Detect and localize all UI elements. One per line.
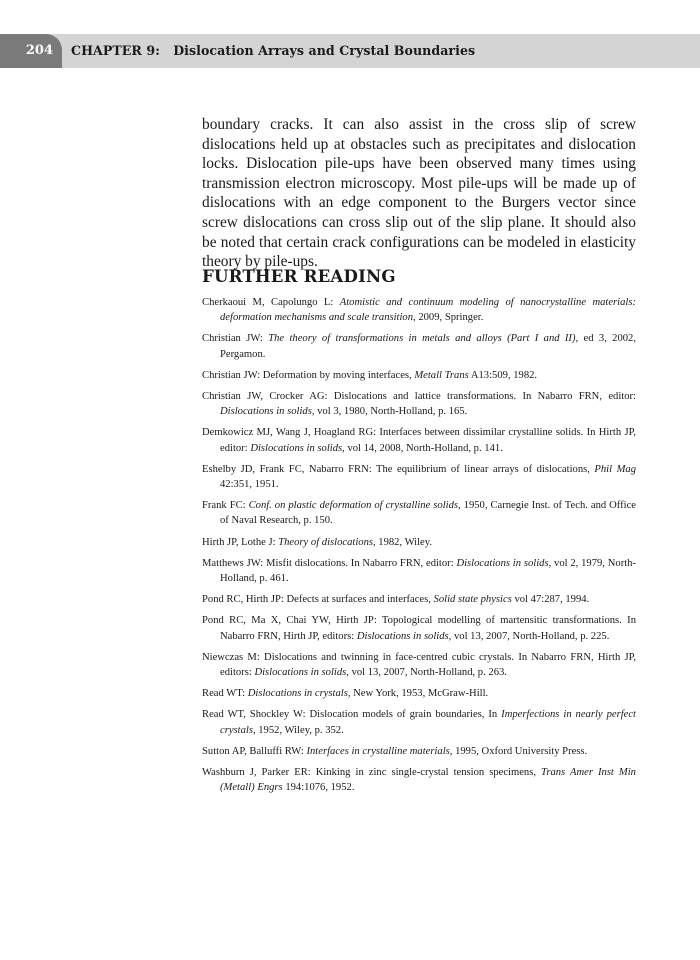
reference-details: 42:351, 1951. [220, 479, 279, 491]
chapter-title: CHAPTER 9: Dislocation Arrays and Crystal Boundaries [71, 43, 476, 58]
reference-item [202, 556, 636, 586]
reference-title: Dislocations in crystals, [247, 688, 351, 700]
reference-title: The theory of transformations in metals and alloys (Part I and II), [268, 333, 579, 345]
reference-item [202, 368, 636, 383]
reference-title: Trans Amer Inst Min (Metall) Engrs [220, 767, 636, 794]
reference-title: Dislocations in solids, [250, 442, 345, 454]
reference-title: Solid state physics [433, 594, 512, 606]
reference-authors: Sutton AP, Balluffi RW: [202, 745, 307, 757]
reference-authors: Pond RC, Hirth JP: Defects at surfaces and interfaces, [202, 594, 434, 606]
reference-details: vol 14, 2008, North-Holland, p. 141. [344, 442, 503, 454]
running-head [0, 34, 700, 68]
reference-details: 2009, Springer. [415, 312, 484, 324]
reference-title: Dislocations in solids, [220, 406, 315, 418]
reference-authors: Hirth JP, Lothe J: [202, 536, 279, 548]
reference-details: 194:1076, 1952. [282, 782, 355, 794]
reference-title: Theory of dislocations, [278, 536, 376, 548]
reference-item [202, 425, 636, 455]
reference-details: 1995, Oxford University Press. [452, 745, 588, 757]
reference-item [202, 498, 636, 528]
reference-details: ed 3, 2002, Pergamon. [220, 333, 637, 360]
reference-title: Dislocations in solids, [254, 667, 349, 679]
reference-authors: Christian JW: [202, 333, 269, 345]
reference-title: Atomistic and continuum modeling of nanocrystalline materials: deformation mechanisms and scale transition, [220, 297, 636, 324]
reference-authors: Christian JW, Crocker AG: Dislocations and lattice transformations. In Nabarro FRN, editor: [202, 391, 636, 403]
reference-details: vol 2, 1979, North-Holland, p. 461. [220, 557, 636, 585]
reference-details: New York, 1953, McGraw-Hill. [350, 688, 489, 700]
reference-item [202, 707, 636, 737]
reference-authors: Pond RC, Ma X, Chai YW, Hirth JP: Topological modelling of martensitic transformations. In Nabarro FRN, Hirth JP, editors: [202, 615, 636, 642]
reference-item [202, 331, 636, 361]
reference-item [202, 295, 636, 325]
reference-authors: Matthews JW: Misfit dislocations. In Nabarro FRN, editor: [202, 557, 457, 569]
reference-authors: Frank FC: [202, 500, 249, 512]
reference-item [202, 686, 636, 701]
reference-item [202, 535, 636, 550]
reference-title: Imperfections in nearly perfect crystals, [220, 709, 636, 736]
reference-title: Conf. on plastic deformation of crystalline solids, [248, 500, 461, 512]
reference-title: Metall Trans [414, 369, 469, 381]
body-paragraph: boundary cracks. It can also assist in the cross slip of screw dislocations held up at obstacles such as precipitates and dislocation locks. Dislocation pile-ups have been observed many times using transmission electron microscopy. Most pile-ups will be made up of dislocations with an edge component to the Burgers vector since screw dislocations can cross slip out of the slip plane. It should also be noted that certain crack configurations can be modeled in elasticity theory by pile-ups. [202, 116, 636, 271]
reference-details: vol 13, 2007, North-Holland, p. 225. [451, 630, 610, 642]
reference-item [202, 389, 636, 419]
reference-title: Dislocations in solids, [456, 557, 552, 569]
reference-details: 1952, Wiley, p. 352. [255, 724, 344, 736]
page-number: 204 [25, 43, 53, 58]
reference-authors: Cherkaoui M, Capolungo L: [202, 297, 340, 308]
reference-item [202, 744, 636, 759]
reference-details: vol 3, 1980, North-Holland, p. 165. [314, 406, 468, 418]
reference-item [202, 613, 636, 643]
reference-authors: Christian JW: Deformation by moving interfaces, [202, 369, 415, 381]
reference-title: Interfaces in crystalline materials, [306, 745, 453, 757]
reference-item [202, 462, 636, 492]
reference-authors: Washburn J, Parker ER: Kinking in zinc single-crystal tension specimens, [202, 767, 542, 779]
page-number-tab [0, 34, 62, 68]
reference-details: 1950, Carnegie Inst. of Tech. and Office of Naval Research, p. 150. [220, 500, 636, 527]
reference-details: vol 47:287, 1994. [511, 594, 590, 606]
reference-item [202, 650, 636, 680]
reference-details: A13:509, 1982. [468, 369, 538, 381]
reference-authors: Demkowicz MJ, Wang J, Hoagland RG: Interfaces between dissimilar crystalline solids. In Hirth JP, editor: [202, 427, 636, 454]
reference-details: 1982, Wiley. [375, 536, 433, 548]
reference-title: Phil Mag [594, 463, 636, 475]
reference-item [202, 765, 636, 795]
reference-authors: Read WT, Shockley W: Dislocation models of grain boundaries, In [202, 709, 502, 721]
reference-item [202, 592, 636, 607]
reference-authors: Read WT: [202, 688, 248, 700]
reference-details: vol 13, 2007, North-Holland, p. 263. [348, 667, 507, 679]
further-reading-heading: FURTHER READING [202, 266, 396, 286]
reference-authors: Eshelby JD, Frank FC, Nabarro FRN: The equilibrium of linear arrays of dislocations, [202, 463, 595, 475]
reference-authors: Niewczas M: Dislocations and twinning in face-centred cubic crystals. In Nabarro FRN, Hirth JP, editors: [202, 651, 636, 679]
reference-title: Dislocations in solids, [356, 630, 452, 642]
reference-list [202, 295, 636, 801]
